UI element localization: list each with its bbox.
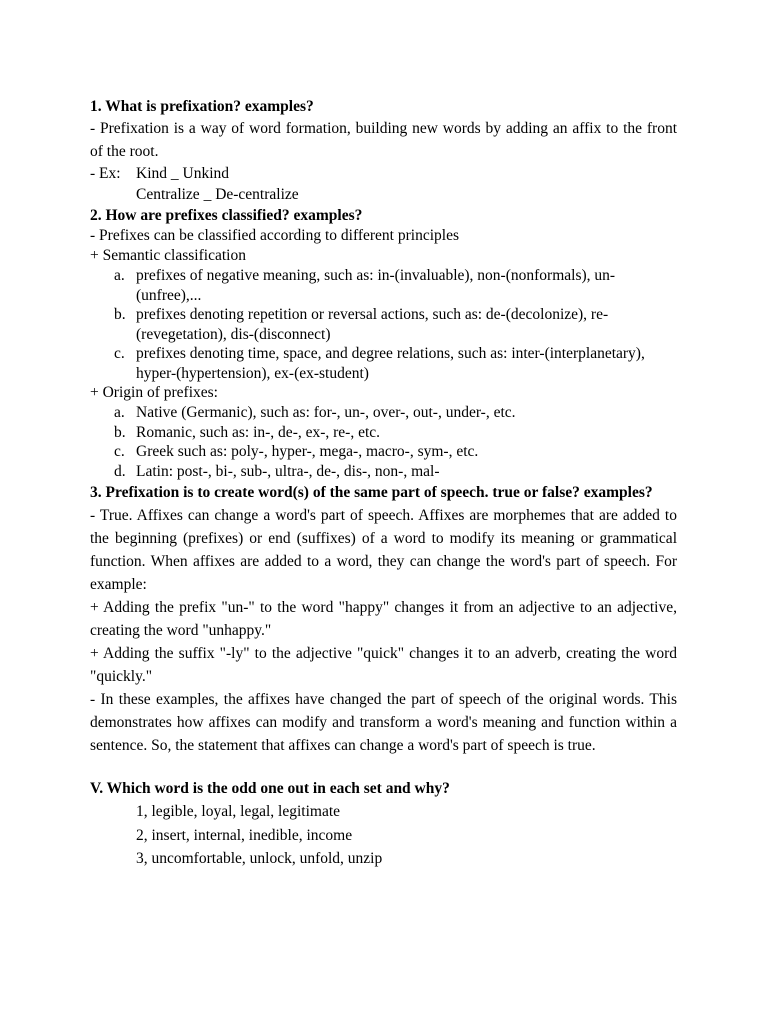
list-item: c. Greek such as: poly-, hyper-, mega-, macro-, sym-, etc.: [114, 443, 479, 460]
semantic-title: + Semantic classification: [90, 247, 246, 264]
q3-paragraph-1: - True. Affixes can change a word's part of speech. Affixes are morphemes that are added to the beginning (prefixes) or end (suffixes) of a word to modify its meaning or grammatical function. When affixes are added to a word, they can change the word's part of speech. For example:: [90, 507, 677, 593]
origin-title: + Origin of prefixes:: [90, 384, 218, 401]
q1-example-2: Centralize _ De-centralize: [136, 186, 299, 203]
word-set-1: 1, legible, loyal, legal, legitimate: [136, 803, 341, 820]
document-page: [90, 96, 677, 871]
q3-paragraph-3: + Adding the suffix "-ly" to the adjective "quick" changes it to an adverb, creating the word "quickly.": [90, 645, 677, 685]
q2-intro: - Prefixes can be classified according to different principles: [90, 227, 459, 244]
origin-list: [90, 403, 677, 481]
list-item: a. prefixes of negative meaning, such as: in-(invaluable), non-(nonformals), un-(unfree),...: [114, 267, 616, 304]
list-item: b. Romanic, such as: in-, de-, ex-, re-, etc.: [114, 423, 381, 441]
q2-heading: 2. How are prefixes classified? examples?: [90, 207, 363, 224]
q3-paragraph-2: + Adding the prefix "un-" to the word "happy" changes it from an adjective to an adjective, creating the word "unhappy.": [90, 599, 677, 639]
list-item: a. Native (Germanic), such as: for-, un-, over-, out-, under-, etc.: [114, 404, 516, 421]
list-item: c. prefixes denoting time, space, and degree relations, such as: inter-(interplanetary), hyper-(hypertension), ex-(ex-student): [114, 345, 645, 382]
semantic-list: [90, 266, 677, 383]
example-text: Kind _ Unkind: [136, 165, 229, 182]
word-set-3: 3, uncomfortable, unlock, unfold, unzip: [136, 850, 383, 867]
spacer: [90, 757, 677, 777]
example-label: - Ex:: [90, 165, 121, 182]
q1-answer: - Prefixation is a way of word formation, building new words by adding an affix to the front of the root.: [90, 120, 677, 160]
q3-heading: 3. Prefixation is to create word(s) of the same part of speech. true or false? examples?: [90, 484, 653, 501]
list-item: b. prefixes denoting repetition or reversal actions, such as: de-(decolonize), re-(revegetation), dis-(disconnect): [114, 306, 609, 343]
q3-paragraph-4: - In these examples, the affixes have changed the part of speech of the original words. This demonstrates how affixes can modify and transform a word's meaning and function within a sentence. So, the statement that affixes can change a word's part of speech is true.: [90, 691, 677, 754]
q1-example-1: [90, 163, 677, 184]
q5-heading: V. Which word is the odd one out in each set and why?: [90, 780, 450, 797]
word-set-2: 2, insert, internal, inedible, income: [136, 826, 353, 844]
list-item: d. Latin: post-, bi-, sub-, ultra-, de-, dis-, non-, mal-: [114, 462, 440, 480]
q1-heading: 1. What is prefixation? examples?: [90, 98, 314, 115]
